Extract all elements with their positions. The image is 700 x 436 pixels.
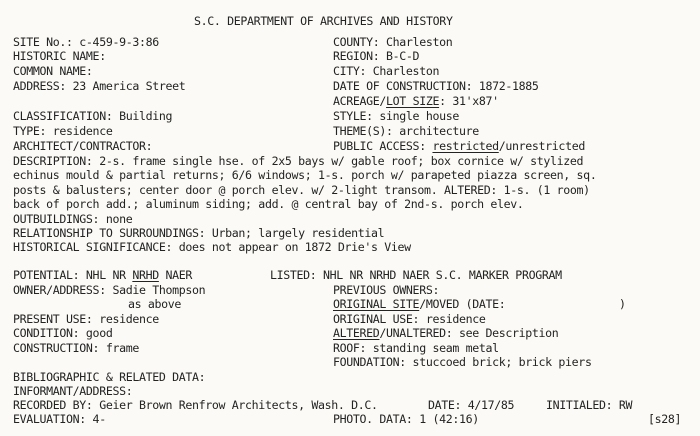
record-date: DATE: 4/17/85 bbox=[428, 398, 515, 412]
card-title: S.C. DEPARTMENT OF ARCHIVES AND HISTORY bbox=[194, 14, 453, 28]
reference-code: [s28] bbox=[648, 412, 682, 426]
site-number: SITE No.: c-459-9-3:86 bbox=[13, 35, 159, 49]
original-site-close: ) bbox=[619, 297, 626, 311]
foundation: FOUNDATION: stuccoed brick; brick piers bbox=[333, 355, 592, 369]
previous-owners: PREVIOUS OWNERS: bbox=[333, 283, 440, 297]
recorded-by: RECORDED BY: Geier Brown Renfrow Architects, Wash. D.C. bbox=[13, 398, 378, 412]
city: CITY: Charleston bbox=[333, 64, 440, 78]
common-name: COMMON NAME: bbox=[13, 64, 93, 78]
listed: LISTED: NHL NR NRHD NAER S.C. MARKER PROGRAM bbox=[270, 268, 562, 282]
acreage-lot-size: ACREAGE/LOT SIZE: 31'x87' bbox=[333, 94, 499, 108]
altered-unaltered: ALTERED/UNALTERED: see Description bbox=[333, 326, 559, 340]
informant-address: INFORMANT/ADDRESS: bbox=[13, 384, 133, 398]
description-line: echinus mould & partial returns; 6/6 windows; 1-s. porch w/ parapeted piazza screen, sq. bbox=[13, 168, 597, 182]
relationship-to-surroundings: RELATIONSHIP TO SURROUNDINGS: Urban; largely residential bbox=[13, 226, 385, 240]
construction: CONSTRUCTION: frame bbox=[13, 341, 139, 355]
owner-address: OWNER/ADDRESS: Sadie Thompson bbox=[13, 283, 206, 297]
potential: POTENTIAL: NHL NR NRHD NAER bbox=[13, 268, 193, 282]
bibliographic-data: BIBLIOGRAPHIC & RELATED DATA: bbox=[13, 370, 206, 384]
themes: THEME(S): architecture bbox=[333, 124, 479, 138]
condition: CONDITION: good bbox=[13, 326, 113, 340]
county: COUNTY: Charleston bbox=[333, 35, 453, 49]
historic-name: HISTORIC NAME: bbox=[13, 49, 106, 63]
description-line: posts & balusters; center door @ porch elev. w/ 2-light transom. ALTERED: 1-s. (1 room) bbox=[13, 183, 590, 197]
type: TYPE: residence bbox=[13, 124, 113, 138]
public-access: PUBLIC ACCESS: restricted/unrestricted bbox=[333, 139, 585, 153]
present-use: PRESENT USE: residence bbox=[13, 312, 159, 326]
roof: ROOF: standing seam metal bbox=[333, 341, 499, 355]
photo-data: PHOTO. DATA: 1 (42:16) bbox=[333, 412, 479, 426]
original-site-moved: ORIGINAL SITE/MOVED (DATE: bbox=[333, 297, 506, 311]
evaluation: EVALUATION: 4- bbox=[13, 412, 106, 426]
initialed: INITIALED: RW bbox=[546, 398, 633, 412]
description-line: back of porch add.; aluminum siding; add. @ central bay of 2nd-s. porch elev. bbox=[13, 197, 524, 211]
date-of-construction: DATE OF CONSTRUCTION: 1872-1885 bbox=[333, 79, 539, 93]
classification: CLASSIFICATION: Building bbox=[13, 109, 173, 123]
owner-address-continued: as above bbox=[128, 297, 182, 311]
architect-contractor: ARCHITECT/CONTRACTOR: bbox=[13, 139, 153, 153]
outbuildings: OUTBUILDINGS: none bbox=[13, 212, 133, 226]
description-line: DESCRIPTION: 2-s. frame single hse. of 2x5 bays w/ gable roof; box cornice w/ stylized bbox=[13, 154, 584, 168]
address: ADDRESS: 23 America Street bbox=[13, 79, 186, 93]
original-use: ORIGINAL USE: residence bbox=[333, 312, 486, 326]
style: STYLE: single house bbox=[333, 109, 459, 123]
historical-significance: HISTORICAL SIGNIFICANCE: does not appear on 1872 Drie's View bbox=[13, 240, 411, 254]
region: REGION: B-C-D bbox=[333, 49, 420, 63]
